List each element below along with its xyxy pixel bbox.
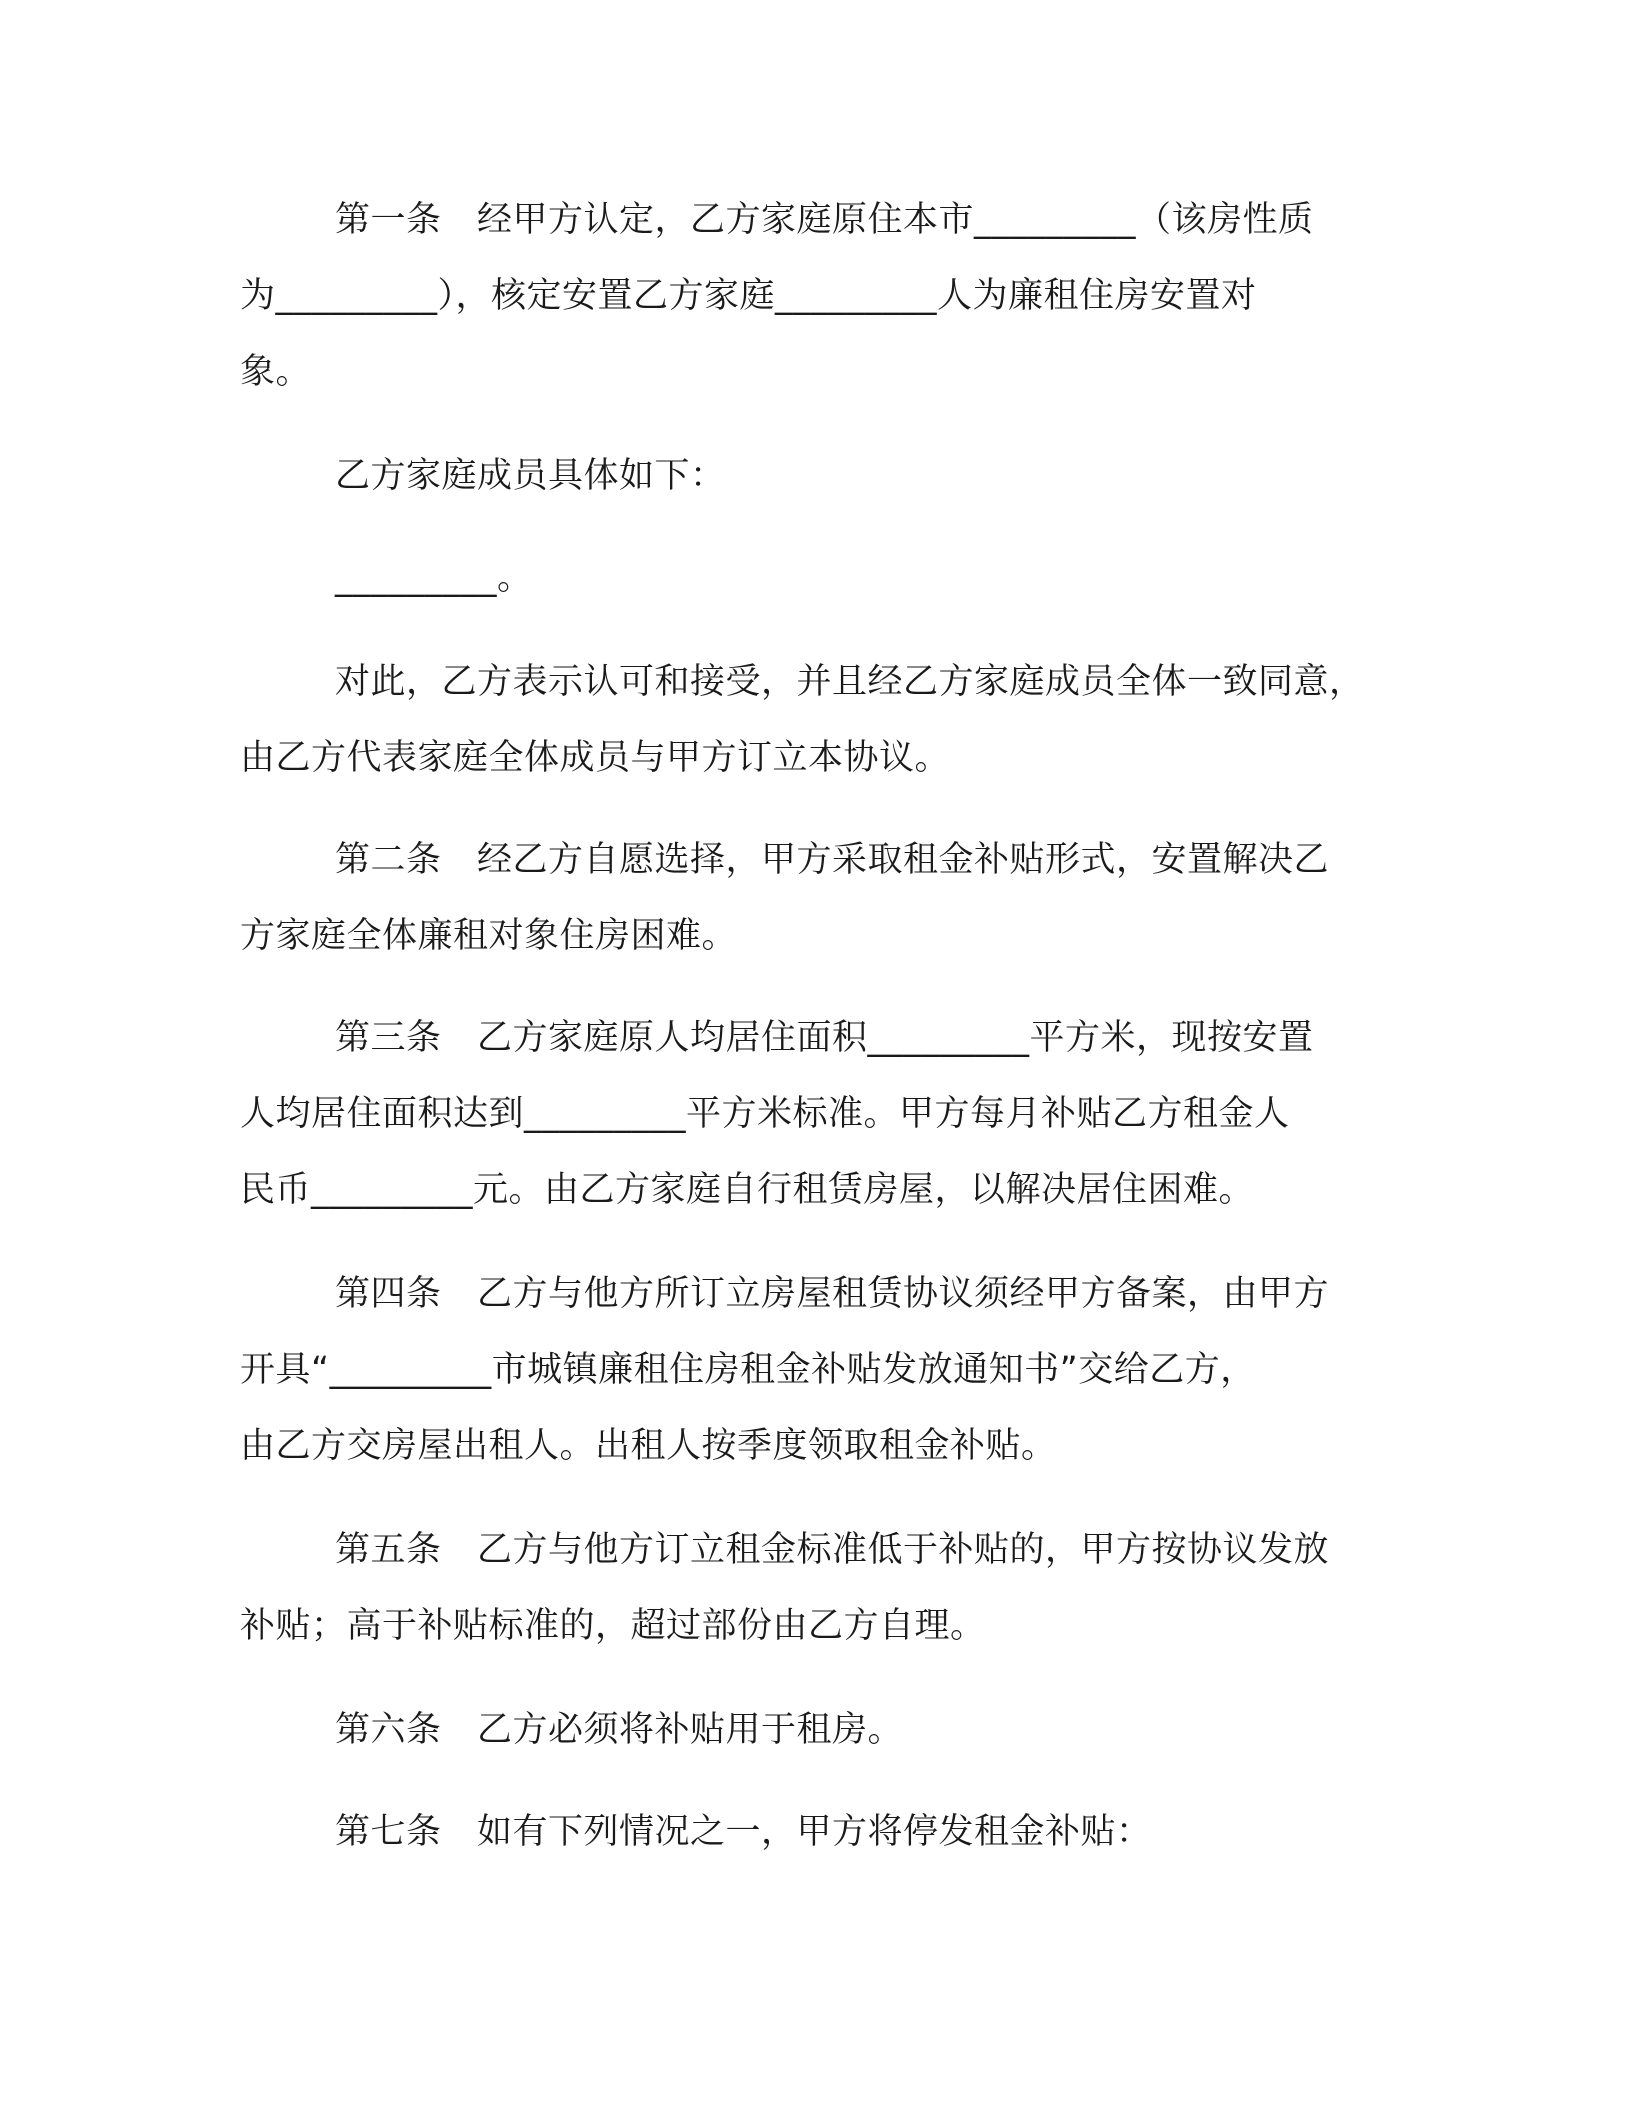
text-line: 第一条 经甲方认定，乙方家庭原住本市_________（该房性质	[335, 200, 1314, 240]
consent-paragraph	[240, 644, 1410, 796]
article-6-paragraph	[240, 1692, 1410, 1768]
text-line: 对此，乙方表示认可和接受，并且经乙方家庭成员全体一致同意，	[335, 662, 1365, 702]
text-line: 第二条 经乙方自愿选择，甲方采取租金补贴形式，安置解决乙	[335, 840, 1330, 880]
text-line: 由乙方交房屋出租人。出租人按季度领取租金补贴。	[240, 1426, 1057, 1466]
text-line: _________。	[335, 558, 533, 598]
article-5-paragraph	[240, 1512, 1410, 1664]
text-line: 第三条 乙方家庭原人均居住面积_________平方米，现按安置	[335, 1018, 1314, 1058]
text-line: 象。	[240, 352, 312, 392]
article-4-paragraph	[240, 1256, 1410, 1484]
text-line: 第六条 乙方必须将补贴用于租房。	[335, 1710, 904, 1750]
article-7-paragraph	[240, 1794, 1410, 1870]
text-line: 第七条 如有下列情况之一，甲方将停发租金补贴：	[335, 1812, 1152, 1852]
article-2-paragraph	[240, 822, 1410, 974]
text-line: 乙方家庭成员具体如下：	[335, 456, 726, 496]
family-members-heading	[240, 438, 1410, 514]
family-members-blank	[240, 540, 1410, 616]
text-line: 方家庭全体廉租对象住房困难。	[240, 916, 738, 956]
text-line: 第四条 乙方与他方所订立房屋租赁协议须经甲方备案，由甲方	[335, 1274, 1330, 1314]
article-1-paragraph	[240, 182, 1410, 410]
text-line: 由乙方代表家庭全体成员与甲方订立本协议。	[240, 738, 951, 778]
text-line: 开具“_________市城镇廉租住房租金补贴发放通知书”交给乙方，	[240, 1350, 1256, 1390]
text-line: 人均居住面积达到_________平方米标准。甲方每月补贴乙方租金人	[240, 1094, 1290, 1134]
text-line: 第五条 乙方与他方订立租金标准低于补贴的，甲方按协议发放	[335, 1530, 1330, 1570]
text-line: 民币_________元。由乙方家庭自行租赁房屋，以解决居住困难。	[240, 1170, 1255, 1210]
text-line: 为_________），核定安置乙方家庭_________人为廉租住房安置对	[240, 276, 1257, 316]
text-line: 补贴；高于补贴标准的，超过部份由乙方自理。	[240, 1606, 986, 1646]
article-3-paragraph	[240, 1000, 1410, 1228]
